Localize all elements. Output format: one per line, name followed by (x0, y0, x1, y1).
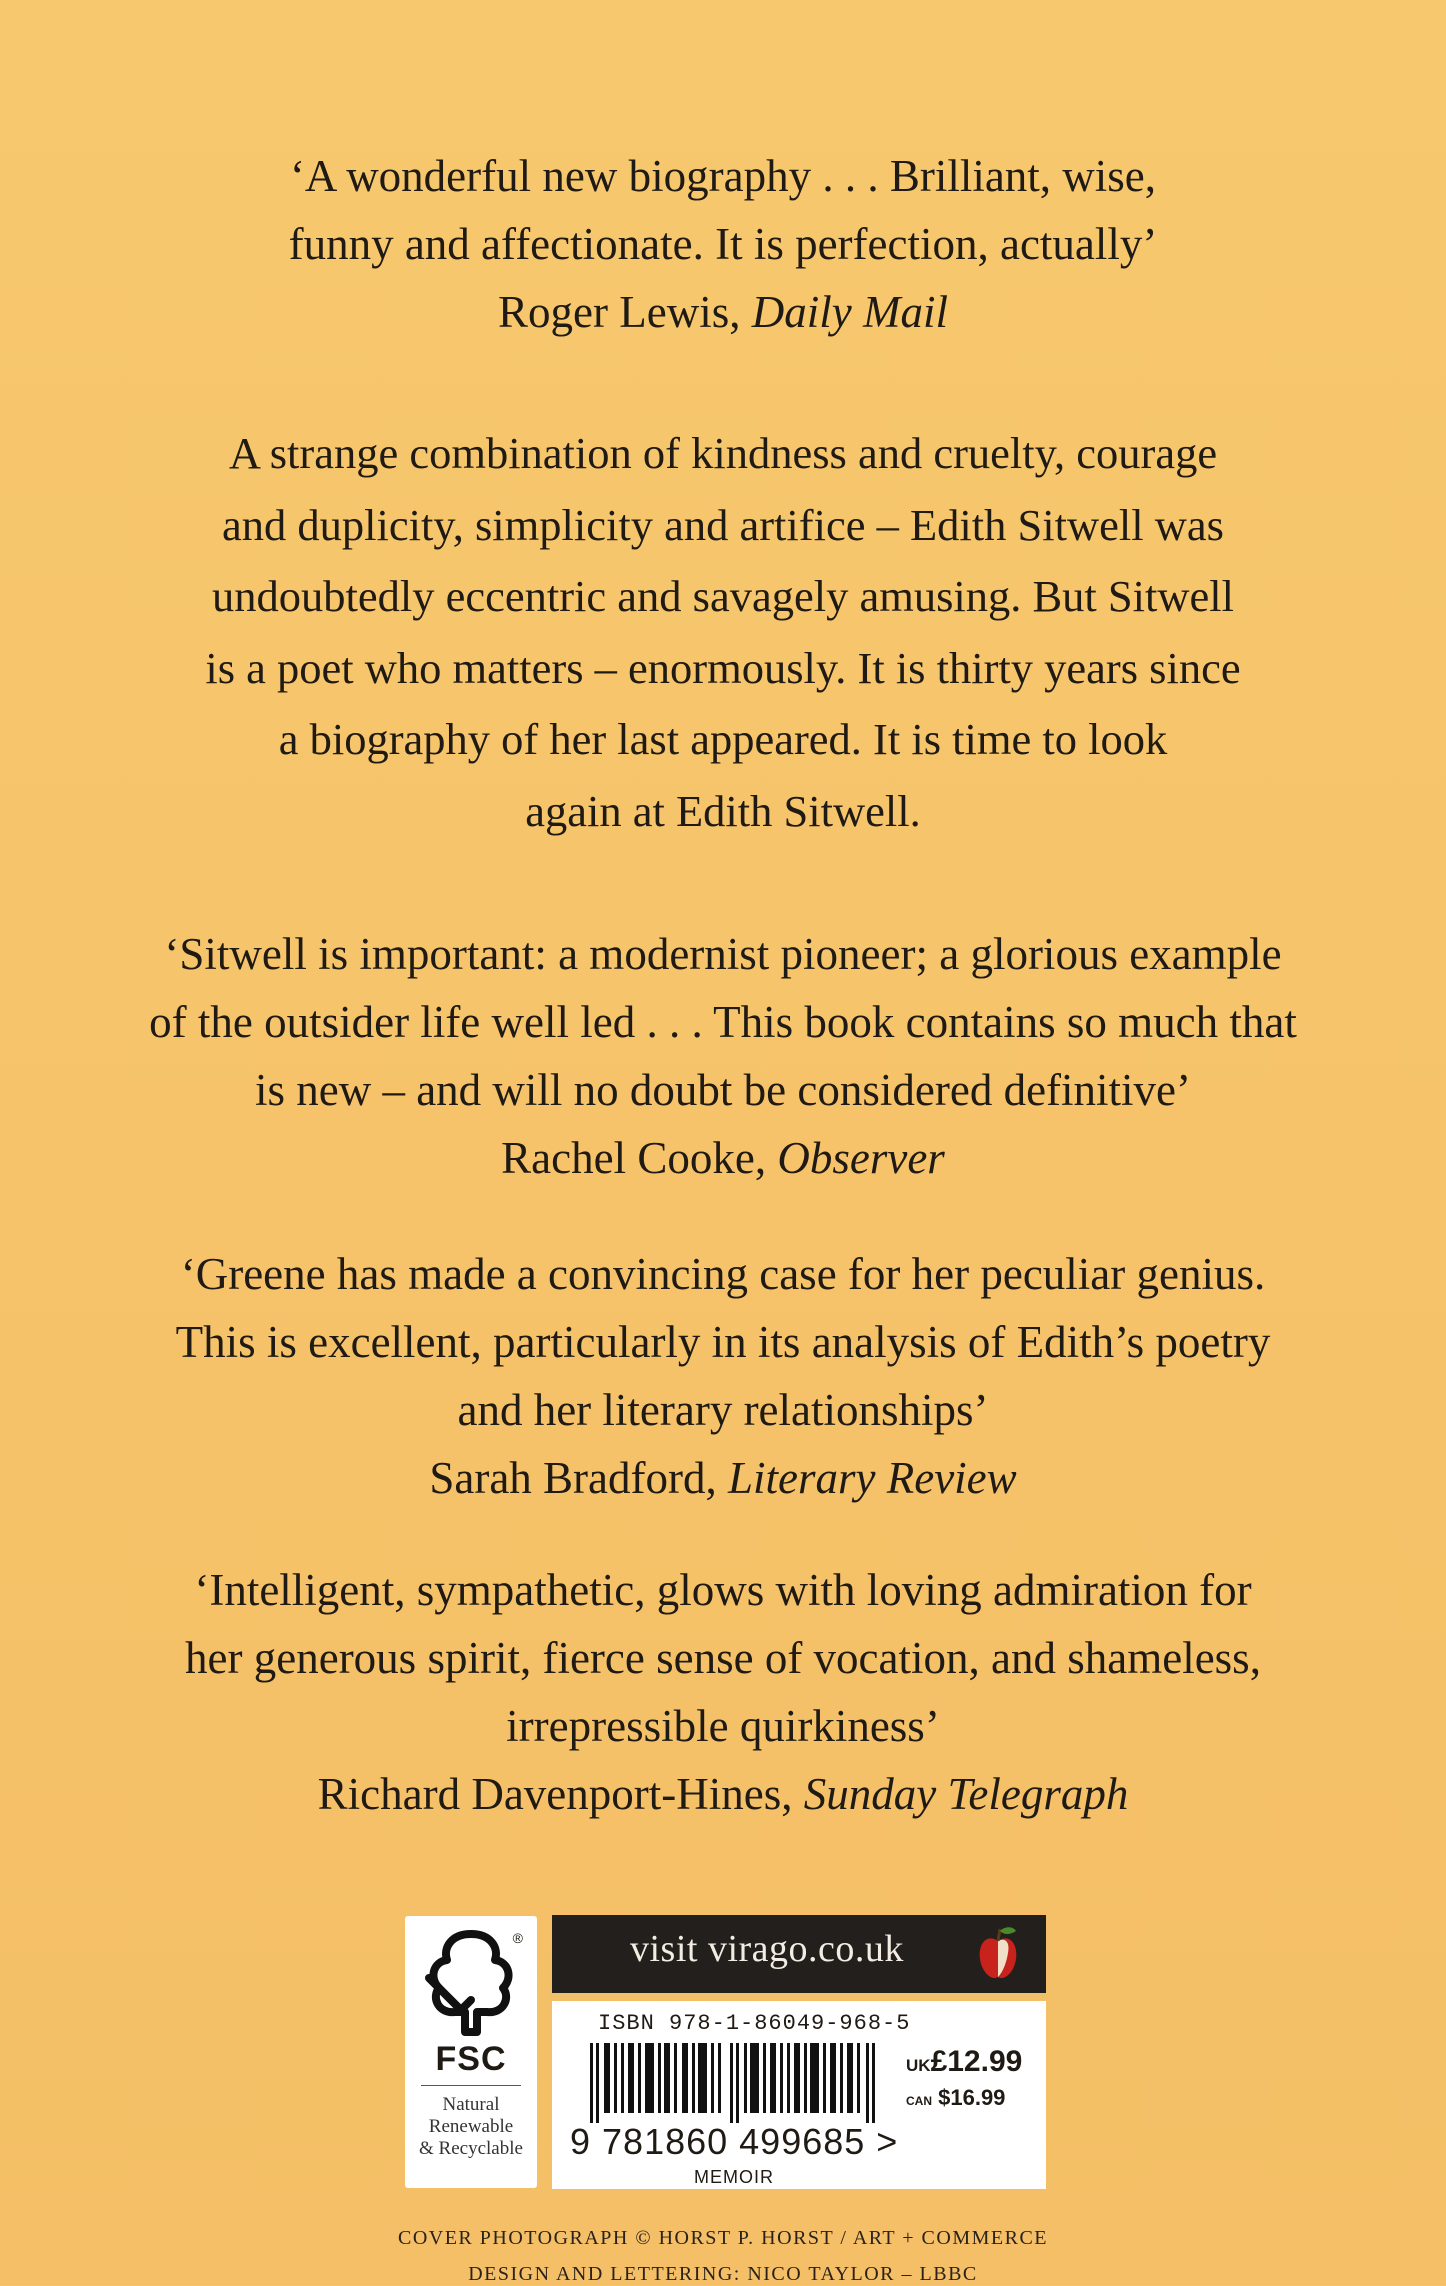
quote-publication: Sunday Telegraph (803, 1769, 1129, 1819)
barcode-digits: 9 781860 499685 > (570, 2121, 899, 2162)
fsc-logo: FSC (435, 2040, 507, 2078)
fsc-text-1: Natural (442, 2094, 500, 2115)
price-can (906, 2085, 1005, 2111)
book-blurb (80, 418, 1366, 847)
quote-daily-mail (80, 142, 1366, 346)
blurb-line: is a poet who matters – enormously. It is thirty years since (205, 642, 1241, 693)
price-can-value: $16.99 (938, 2085, 1006, 2110)
quote-observer (80, 920, 1366, 1192)
fsc-text-2: Renewable (428, 2116, 514, 2137)
quote-author: Sarah Bradford, (429, 1453, 728, 1503)
fsc-tree-icon (421, 1928, 521, 2038)
blurb-line: a biography of her last appeared. It is time to look (278, 714, 1168, 764)
blurb-line: A strange combination of kindness and cruelty, courage (228, 428, 1218, 478)
quote-publication: Daily Mail (751, 287, 948, 337)
quote-line: This is excellent, particularly in its analysis of Edith’s poetry (175, 1317, 1271, 1367)
quote-source (80, 1124, 1366, 1192)
barcode-panel (552, 2001, 1046, 2189)
quote-source (80, 1760, 1366, 1828)
virago-url: visit virago.co.uk (630, 1928, 904, 1970)
quote-line: and her literary relationships’ (457, 1385, 989, 1435)
fsc-text-3: & Recyclable (419, 2138, 523, 2159)
photo-credit: COVER PHOTOGRAPH © HORST P. HORST / ART + COMMERCE (397, 2227, 1049, 2249)
blurb-line: and duplicity, simplicity and artifice – Edith Sitwell was (222, 499, 1224, 550)
quote-publication: Literary Review (727, 1453, 1017, 1503)
barcode-bars (590, 2043, 890, 2123)
quote-sunday-telegraph (80, 1556, 1366, 1828)
fsc-badge (405, 1916, 537, 2188)
quote-line: funny and affectionate. It is perfection, actually’ (288, 219, 1158, 269)
price-uk (906, 2045, 1022, 2079)
quote-line: of the outsider life well led . . . This book contains so much that (149, 997, 1297, 1047)
quote-line: ‘Intelligent, sympathetic, glows with loving admiration for (194, 1565, 1252, 1615)
blurb-line: undoubtedly eccentric and savagely amusing. But Sitwell (211, 571, 1235, 621)
registered-mark: ® (512, 1930, 523, 1946)
price-can-prefix: CAN (906, 2094, 932, 2108)
quote-author: Richard Davenport-Hines, (317, 1769, 804, 1819)
apple-icon (976, 1923, 1020, 1983)
design-credit: DESIGN AND LETTERING: NICO TAYLOR – LBBC (468, 2263, 978, 2285)
quote-line: her generous spirit, fierce sense of vocation, and shameless, (185, 1633, 1261, 1683)
quote-publication: Observer (777, 1133, 945, 1183)
price-uk-prefix: UK (906, 2056, 931, 2075)
quote-line: ‘A wonderful new biography . . . Brilliant, wise, (289, 151, 1157, 201)
isbn-text: ISBN 978-1-86049-968-5 (598, 2011, 911, 2036)
price-uk-value: £12.99 (930, 2045, 1023, 2078)
quote-line: ‘Greene has made a convincing case for her peculiar genius. (180, 1249, 1266, 1299)
quote-source (80, 278, 1366, 346)
divider (421, 2085, 521, 2086)
virago-banner (552, 1915, 1046, 1993)
category-label: MEMOIR (694, 2167, 774, 2187)
quote-source (80, 1444, 1366, 1512)
quote-author: Rachel Cooke, (501, 1133, 778, 1183)
quote-line: is new – and will no doubt be considered definitive’ (254, 1065, 1192, 1115)
quote-author: Roger Lewis, (498, 287, 752, 337)
quote-line: irrepressible quirkiness’ (506, 1701, 940, 1751)
quote-line: ‘Sitwell is important: a modernist pioneer; a glorious example (164, 929, 1282, 979)
blurb-line: again at Edith Sitwell. (525, 785, 921, 836)
quote-literary-review (80, 1240, 1366, 1512)
